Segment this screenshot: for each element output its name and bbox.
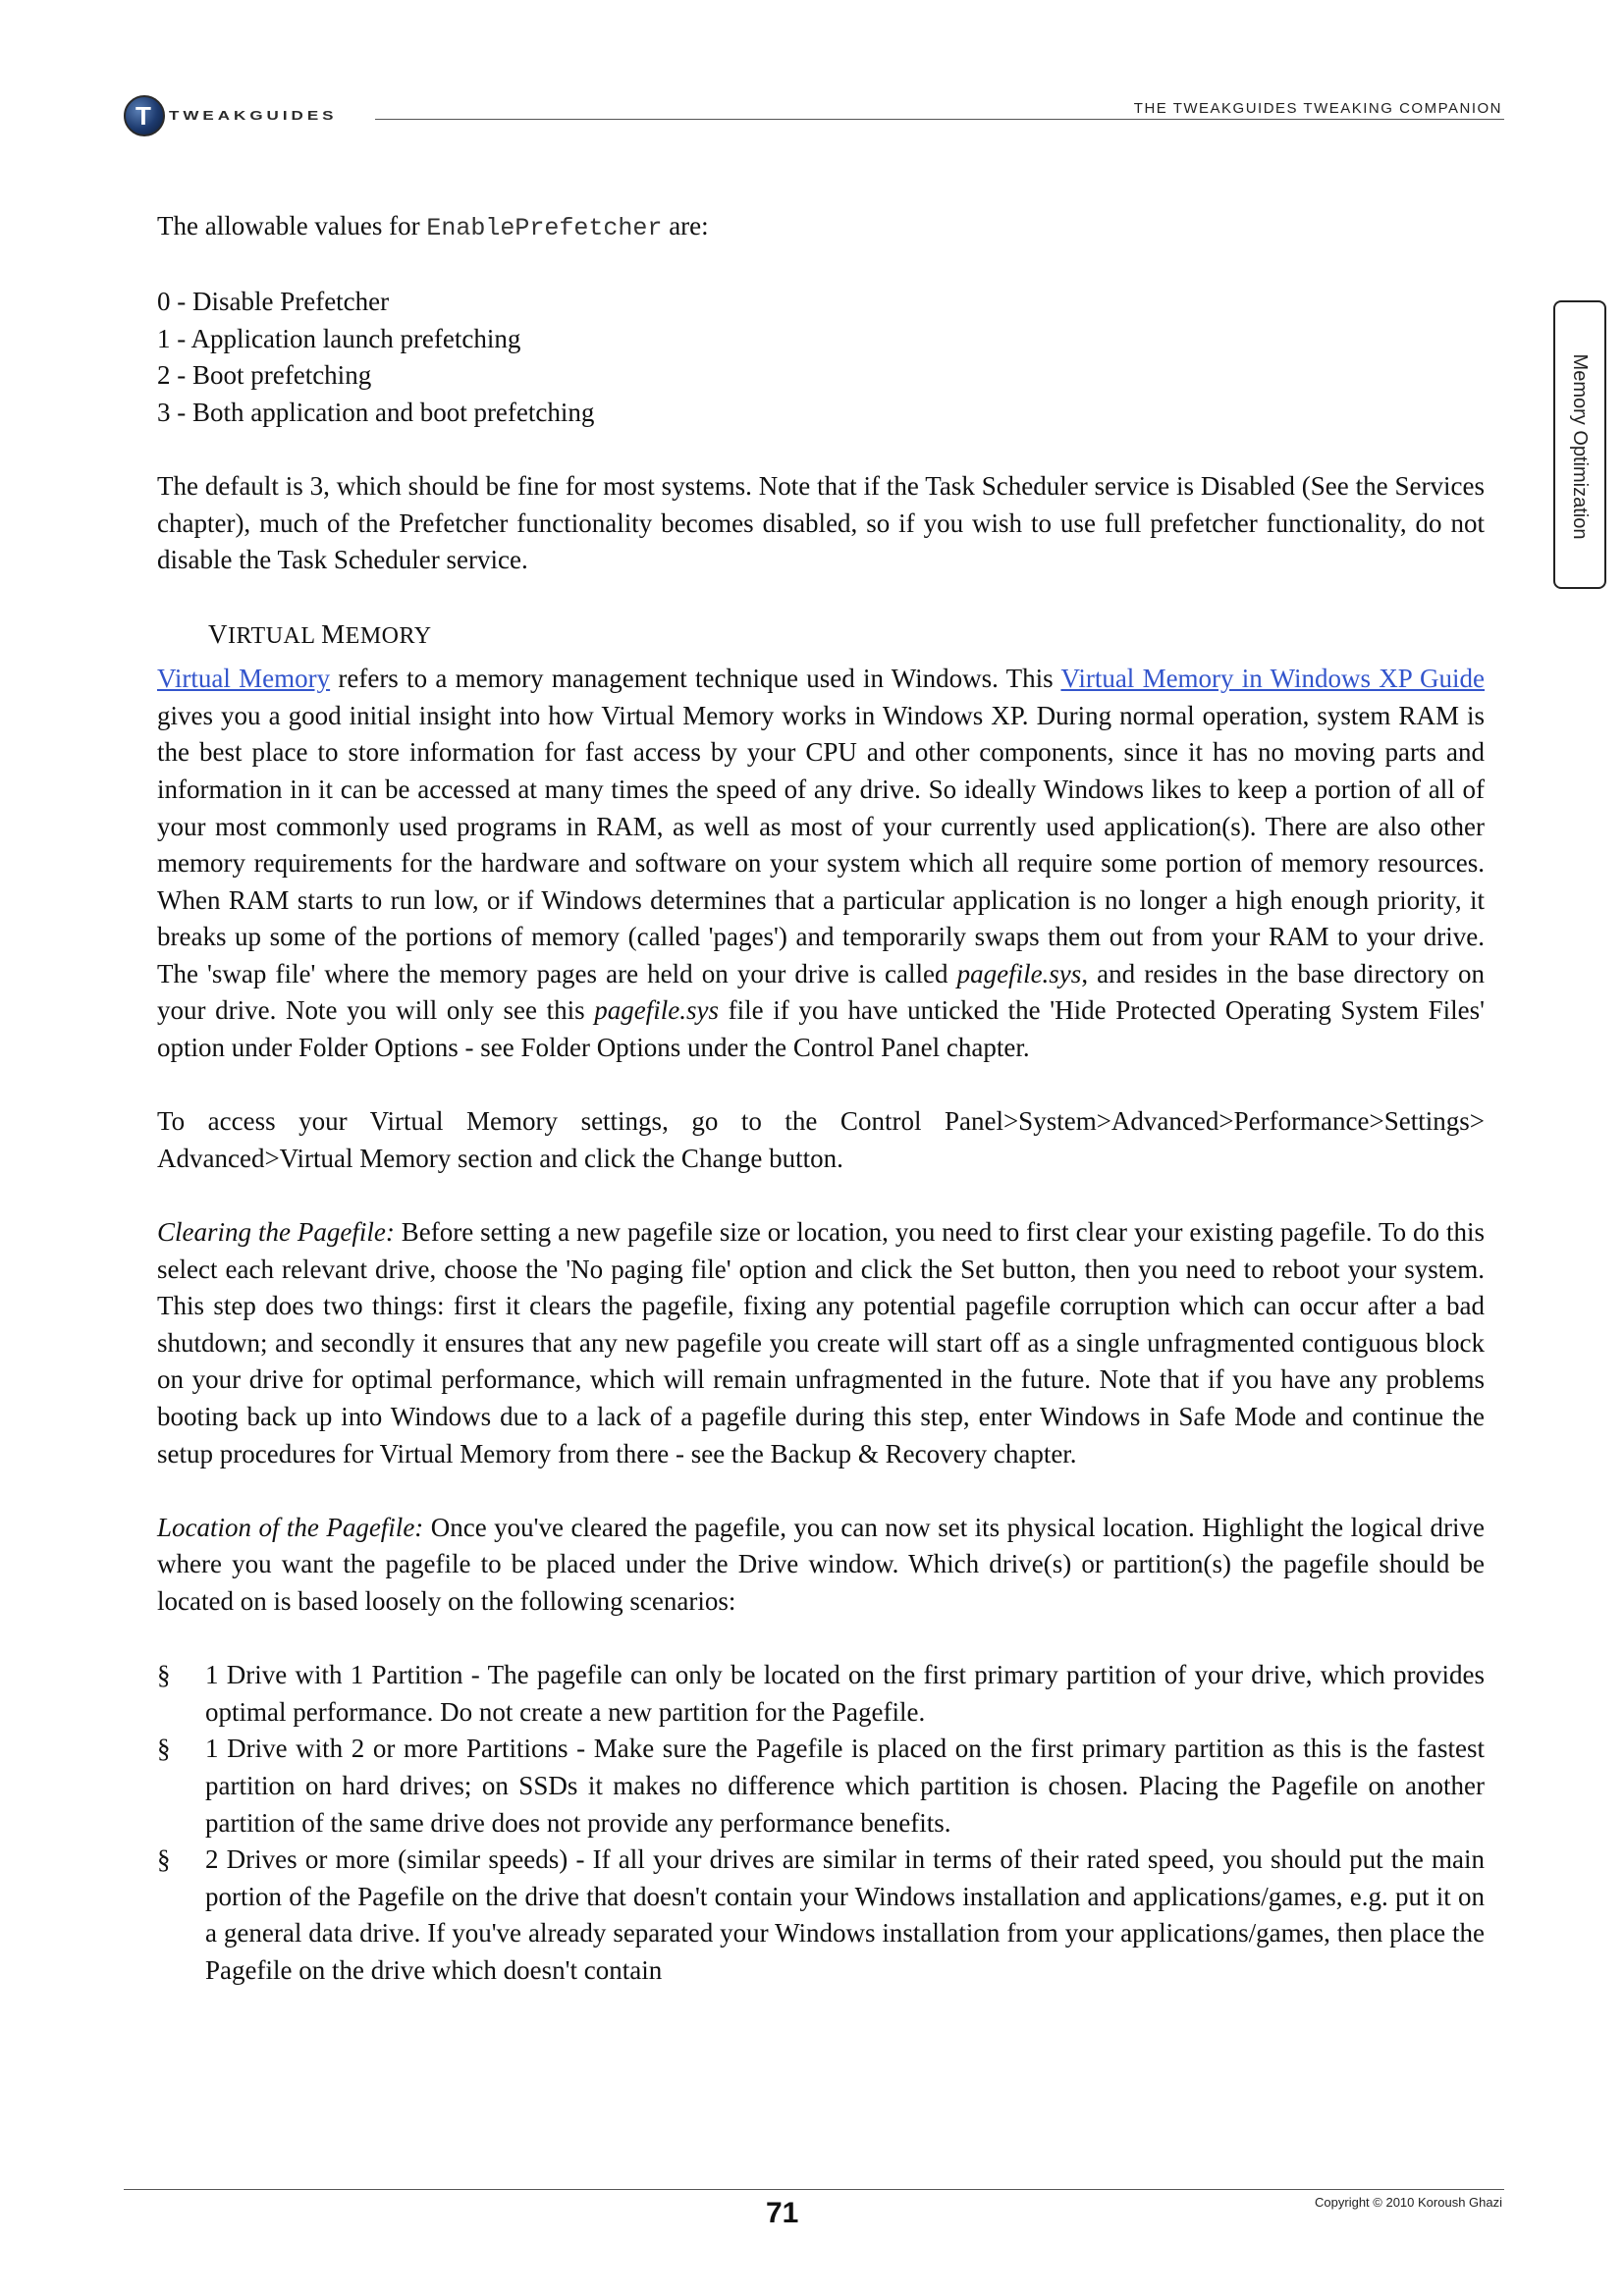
section-sign-bullet-icon: § bbox=[157, 1660, 171, 1690]
default-paragraph: The default is 3, which should be fine for most systems. Note that if the Task Scheduler service is Disabled (See the Services chapter), much of the Prefetcher functionality becomes disabled, so if you wish to use full prefetcher functionality, do not disable the Task Scheduler service. bbox=[157, 471, 1485, 575]
header-title: THE TWEAKGUIDES TWEAKING COMPANION bbox=[1133, 100, 1502, 117]
access-settings-paragraph: To access your Virtual Memory settings, go to the Control Panel>System>Advanced>Performance>Settings> Advanced>Virtual Memory section and click the Change button. bbox=[157, 1106, 1485, 1173]
prefetch-value: 1 - Application launch prefetching bbox=[157, 323, 521, 353]
logo-text: TWEAKGUIDES bbox=[169, 108, 338, 123]
paragraph-text: Once you've cleared the pagefile, you can now set its physical location. Highlight the logical drive where you want the pagefile to be placed under the Drive window. Which drive(s) or partition(s) the pagefile should be located on is based loosely on the following scenarios: bbox=[157, 1512, 1485, 1616]
paragraph-text: Before setting a new pagefile size or location, you need to first clear your existing pagefile. To do this select each relevant drive, choose the 'No paging file' option and click the Set button, then you need to reboot your system. This step does two things: first it clears the pagefile, fixing any potential pagefile corruption which can occur after a bad shutdown; and secondly it ensures that any new pagefile you create will start off as a single unfragmented contiguous block on your drive for optimal performance, which will remain unfragmented in the future. Note that if you have any problems booting back up into Windows due to a lack of a pagefile during this step, enter Windows in Safe Mode and continue the setup procedures for Virtual Memory from there - see the Backup & Recovery chapter. bbox=[157, 1217, 1485, 1468]
paragraph-text: refers to a memory management technique used in Windows. This bbox=[330, 664, 1061, 694]
prefetch-intro-text: The allowable values for bbox=[157, 211, 427, 240]
scenario-list-item bbox=[157, 1657, 1485, 1731]
chapter-side-tab-label: Memory Optimization bbox=[1569, 353, 1592, 540]
scenario-list-item bbox=[157, 1842, 1485, 1989]
prefetch-intro-text-end: are: bbox=[662, 211, 709, 240]
paragraph-text: gives you a good initial insight into how Virtual Memory works in Windows XP. During normal operation, system RAM is the best place to store information for fast access by your CPU and other components, since it has no moving parts and information in it can be accessed at many times the speed of any drive. So ideally Windows likes to keep a portion of all of your most commonly used programs in RAM, as well as most of your currently used application(s). There are also other memory requirements for the hardware and software on your system which all require some portion of memory resources. When RAM starts to run low, or if Windows determines that a particular application is no longer a high enough priority, it breaks up some of the portions of memory (called 'pages') and temporarily swaps them out from your RAM to your drive. The 'swap file' where the memory pages are held on your drive is called bbox=[157, 700, 1485, 988]
prefetch-value: 3 - Both application and boot prefetching bbox=[157, 397, 595, 427]
logo-globe-icon bbox=[124, 95, 165, 136]
virtual-memory-xp-guide-link[interactable]: Virtual Memory in Windows XP Guide bbox=[1060, 664, 1486, 694]
virtual-memory-link[interactable]: Virtual Memory bbox=[157, 664, 331, 694]
heading-text: IRTUAL bbox=[228, 622, 322, 649]
paragraph-text: , and resides in the base directory on your drive. Note you will only see this bbox=[157, 958, 1485, 1026]
section-sign-bullet-icon: § bbox=[157, 1734, 171, 1764]
pagefile-location-label: Location of the Pagefile: bbox=[157, 1512, 424, 1542]
heading-cap: V bbox=[208, 618, 228, 649]
clearing-pagefile-paragraph bbox=[157, 1214, 1485, 1472]
pagefile-location-paragraph bbox=[157, 1510, 1485, 1621]
page-content bbox=[157, 208, 1485, 1990]
prefetch-value: 0 - Disable Prefetcher bbox=[157, 287, 390, 317]
heading-text: EMORY bbox=[345, 622, 432, 649]
scenario-text: 1 Drive with 1 Partition - The pagefile can only be located on the first primary partition of your drive, which provides optimal performance. Do not create a new partition for the Pagefile. bbox=[205, 1660, 1485, 1727]
header-rule bbox=[375, 119, 1504, 120]
footer-rule bbox=[124, 2189, 1504, 2190]
copyright-notice: Copyright © 2010 Koroush Ghazi bbox=[1315, 2195, 1502, 2210]
scenario-text: 2 Drives or more (similar speeds) - If all your drives are similar in terms of their rated speed, you should put the main portion of the Pagefile on the drive that doesn't contain your Windows installation and applications/games, e.g. put it on a general data drive. If you've already separated your Windows installation from your applications/games, then place the Pagefile on the drive which doesn't contain bbox=[205, 1844, 1485, 1985]
clearing-pagefile-label: Clearing the Pagefile: bbox=[157, 1217, 395, 1248]
scenario-list bbox=[157, 1657, 1485, 1989]
page-number: 71 bbox=[766, 2197, 799, 2229]
heading-cap: M bbox=[321, 618, 346, 649]
pagefile-name: pagefile.sys bbox=[594, 995, 719, 1026]
virtual-memory-paragraph bbox=[157, 661, 1485, 1067]
prefetch-intro bbox=[157, 208, 1485, 247]
tweakguides-logo bbox=[124, 95, 338, 136]
prefetch-value: 2 - Boot prefetching bbox=[157, 360, 372, 391]
scenario-text: 1 Drive with 2 or more Partitions - Make sure the Pagefile is placed on the first primary partition as this is the fastest partition on hard drives; on SSDs it makes no difference which partition is chosen. Placing the Pagefile on another partition of the same drive does not provide any performance benefits. bbox=[205, 1734, 1485, 1838]
chapter-side-tab bbox=[1553, 300, 1606, 589]
section-heading-virtual-memory bbox=[157, 616, 1485, 656]
scenario-list-item bbox=[157, 1731, 1485, 1842]
prefetch-value-list bbox=[157, 284, 1485, 431]
pagefile-name: pagefile.sys bbox=[956, 958, 1082, 988]
section-sign-bullet-icon: § bbox=[157, 1844, 171, 1875]
paragraph-text: file if you have unticked the 'Hide Protected Operating System Files' option under Folder Options - see Folder Options under the Control Panel chapter. bbox=[157, 995, 1485, 1063]
prefetch-intro-code: EnablePrefetcher bbox=[426, 214, 663, 242]
